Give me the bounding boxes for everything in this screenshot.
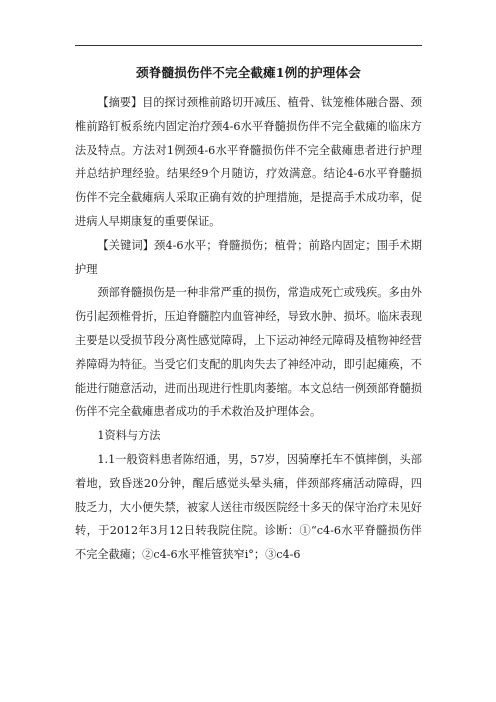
header-rule <box>75 45 422 46</box>
keywords-paragraph: 【关键词】颈4-6水平；脊髓损伤；植骨；前路内固定；围手术期护理 <box>75 238 422 276</box>
intro-paragraph: 颈部脊髓损伤是一种非常严重的损伤，常造成死亡或残疾。多由外伤引起颈椎骨折，压迫脊髓腔内血管神经，导致水肿、损坏。临床表现主要是以受损节段分离性感觉障碍，上下运动神经元障碍及植物神经营养障碍为特征。当受它们支配的肌肉失去了神经冲动，即引起瘫痪，不能进行随意活动，进而出现进行性肌肉萎缩。本文总结一例颈部脊髓损伤伴不完全截瘫患者成功的手术救治及护理体会。 <box>75 286 422 419</box>
abstract-paragraph: 【摘要】目的探讨颈椎前路切开减压、植骨、钛笼椎体融合器、颈椎前路钉板系统内固定治疗颈4-6水平脊髓损伤伴不完全截瘫的临床方法及特点。方法对1例颈4-6水平脊髓损伤伴不完全截瘫患者进行护理并总结护理经验。结果经9个月随访，疗效满意。结论4-6水平脊髓损伤伴不完全截瘫病人采取正确有效的护理措施，是提高手术成功率，促进病人早期康复的重要保证。 <box>75 96 422 228</box>
document-body <box>75 91 422 567</box>
section-heading: 1资料与方法 <box>97 429 161 443</box>
general-info-paragraph: 1.1一般资料患者陈绍通，男，57岁，因骑摩托车不慎摔倒，头部着地，致昏迷20分钟，醒后感觉头晕头痛，伴颈部疼痛活动障碍，四肢乏力，大小便失禁，被家人送往市级医院经十多天的保守治疗未见好转，于2012年3月12日转我院住院。诊断：①“c4-6水平脊髓损伤伴不完全截瘫；②c4-6水平椎管狭窄ⅰ°；③c4-6 <box>75 452 422 562</box>
document-title: 颈脊髓损伤伴不完全截瘫1例的护理体会 <box>136 65 361 80</box>
